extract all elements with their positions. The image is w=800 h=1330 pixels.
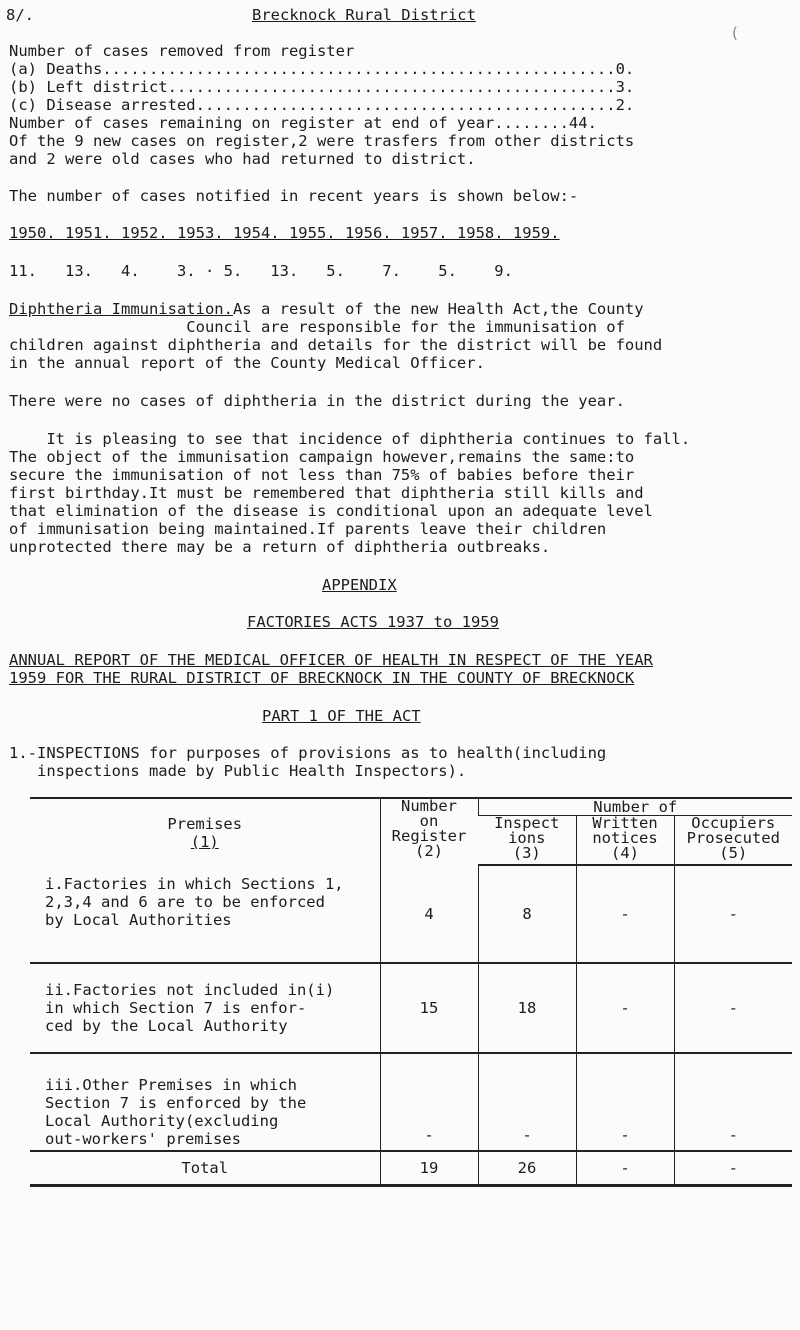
part-heading: PART 1 OF THE ACT [262, 707, 421, 725]
header-register: Number on Register (2) [380, 798, 478, 865]
para-line: secure the immunisation of not less than 75% of babies before their [9, 466, 635, 484]
transfer-note-2: and 2 were old cases who had returned to district. [9, 150, 476, 168]
header-number-of: Number of [478, 798, 792, 816]
inspections-line-1: 1.-INSPECTIONS for purposes of provisions as to health(including [9, 744, 607, 762]
total-label: Total [30, 1151, 380, 1186]
margin-mark: ( [730, 24, 740, 42]
row-register: 4 [380, 865, 478, 963]
row-register: - [380, 1053, 478, 1151]
removed-item-arrested: (c) Disease arrested.............................................2. [9, 96, 635, 114]
para-line: The object of the immunisation campaign however,remains the same:to [9, 448, 635, 466]
para-line: unprotected there may be a return of diphtheria outbreaks. [9, 538, 551, 556]
header-inspections: Inspect ions (3) [478, 816, 576, 866]
no-cases-statement: There were no cases of diphtheria in the district during the year. [9, 392, 625, 410]
header-premises: Premises (1) [30, 798, 380, 865]
report-line-1: ANNUAL REPORT OF THE MEDICAL OFFICER OF HEALTH IN RESPECT OF THE YEAR [9, 651, 653, 669]
total-notices: - [576, 1151, 674, 1186]
row-register: 15 [380, 963, 478, 1053]
recent-intro: The number of cases notified in recent years is shown below:- [9, 187, 579, 205]
report-line-2: 1959 FOR THE RURAL DISTRICT OF BRECKNOCK IN THE COUNTY OF BRECKNOCK [9, 669, 635, 687]
diphtheria-line-2: Council are responsible for the immunisation of [9, 318, 625, 336]
para-line: It is pleasing to see that incidence of diphtheria continues to fall. [9, 430, 691, 448]
row-prosecuted: - [674, 963, 792, 1053]
table-row [30, 865, 792, 963]
total-prosecuted: - [674, 1151, 792, 1186]
header-prosecuted: Occupiers Prosecuted (5) [674, 816, 792, 866]
para-line: first birthday.It must be remembered that diphtheria still kills and [9, 484, 644, 502]
inspections-line-2: inspections made by Public Health Inspectors). [9, 762, 467, 780]
row-notices: - [576, 865, 674, 963]
para-line: of immunisation being maintained.If parents leave their children [9, 520, 607, 538]
row-premises: iii.Other Premises in which Section 7 is enforced by the Local Authority(excluding out-workers' premises [30, 1053, 380, 1151]
appendix-title: APPENDIX [322, 576, 397, 594]
total-register: 19 [380, 1151, 478, 1186]
page-title: Brecknock Rural District [252, 6, 476, 24]
row-notices: - [576, 963, 674, 1053]
row-inspections: - [478, 1053, 576, 1151]
header-notices: Written notices (4) [576, 816, 674, 866]
row-premises: i.Factories in which Sections 1, 2,3,4 and 6 are to be enforced by Local Authorities [30, 865, 380, 963]
recent-years: 1950. 1951. 1952. 1953. 1954. 1955. 1956. 1957. 1958. 1959. [9, 224, 560, 242]
inspections-table [30, 797, 792, 1187]
table-row [30, 963, 792, 1053]
row-inspections: 18 [478, 963, 576, 1053]
remaining-line: Number of cases remaining on register at end of year........44. [9, 114, 597, 132]
para-line: that elimination of the disease is conditional upon an adequate level [9, 502, 653, 520]
removed-item-left: (b) Left district................................................3. [9, 78, 635, 96]
appendix-acts: FACTORIES ACTS 1937 to 1959 [247, 613, 499, 631]
table-row [30, 1053, 792, 1151]
removed-heading: Number of cases removed from register [9, 42, 355, 60]
diphtheria-line-3: children against diphtheria and details for the district will be found [9, 336, 663, 354]
table-total-row [30, 1151, 792, 1186]
diphtheria-line-1: Diphtheria Immunisation.As a result of the new Health Act,the County [9, 300, 644, 318]
row-inspections: 8 [478, 865, 576, 963]
row-notices: - [576, 1053, 674, 1151]
transfer-note-1: Of the 9 new cases on register,2 were trasfers from other districts [9, 132, 635, 150]
page-number: 8/. [6, 6, 34, 24]
row-premises: ii.Factories not included in(i) in which Section 7 is enfor- ced by the Local Authority [30, 963, 380, 1053]
row-prosecuted: - [674, 1053, 792, 1151]
removed-item-deaths: (a) Deaths.......................................................0. [9, 60, 635, 78]
row-prosecuted: - [674, 865, 792, 963]
total-inspections: 26 [478, 1151, 576, 1186]
diphtheria-line-4: in the annual report of the County Medical Officer. [9, 354, 485, 372]
recent-counts: 11. 13. 4. 3. · 5. 13. 5. 7. 5. 9. [9, 262, 513, 280]
